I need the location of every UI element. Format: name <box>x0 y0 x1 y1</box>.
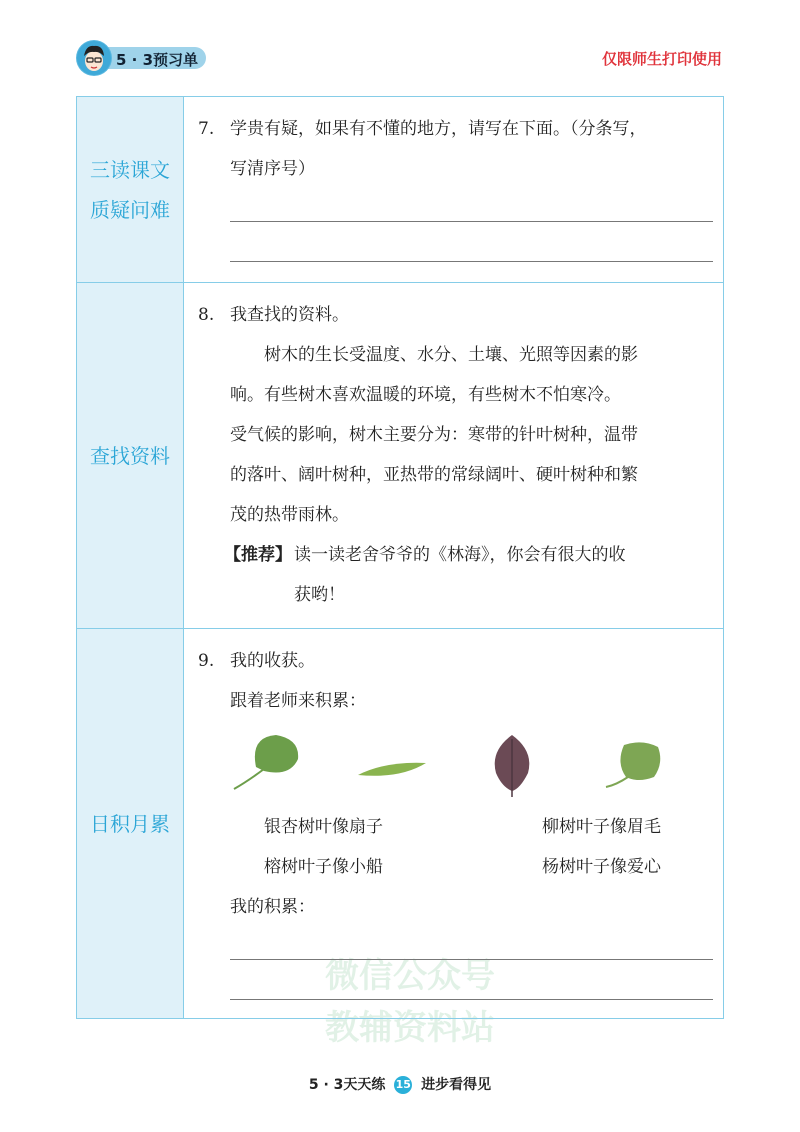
paragraph-line: 受气候的影响，树木主要分为：寒带的针叶树种，温带 <box>230 425 638 445</box>
answer-line[interactable] <box>230 261 713 262</box>
mascot-icon <box>76 40 112 76</box>
question-number: 7. <box>198 119 215 139</box>
answer-line[interactable] <box>230 999 713 1000</box>
poplar-leaf-icon <box>602 737 668 793</box>
section-9-row <box>77 629 724 1019</box>
question-title: 我的收获。 <box>230 651 315 671</box>
ginkgo-leaf-icon <box>230 729 304 793</box>
recommend-line: 读一读老舍爷爷的《林海》，你会有很大的收 <box>294 545 626 565</box>
section-8-label <box>77 283 184 629</box>
my-collection-label: 我的积累： <box>230 897 315 917</box>
answer-line[interactable] <box>230 959 713 960</box>
section-9-content <box>184 629 724 1019</box>
paragraph-line: 树木的生长受温度、水分、土壤、光照等因素的影 <box>264 345 638 365</box>
willow-leaf-icon <box>356 757 428 783</box>
label-line: 三读课文 <box>90 157 170 182</box>
page-number: 15 <box>394 1076 412 1094</box>
header-badge <box>76 40 208 76</box>
question-text-line: 写清序号） <box>230 159 315 179</box>
footer-right: 进步看得见 <box>421 1077 492 1093</box>
question-text-line: 学贵有疑，如果有不懂的地方，请写在下面。（分条写， <box>230 119 647 139</box>
recommend-line: 获哟！ <box>294 585 345 605</box>
section-8-content <box>184 283 724 629</box>
recommend-tag: 【推荐】 <box>224 545 292 565</box>
footer-left: 5 · 3天天练 <box>308 1077 386 1093</box>
phrase: 银杏树叶像扇子 <box>264 817 383 837</box>
phrase: 杨树叶子像爱心 <box>542 857 661 877</box>
badge-label: 5 · 3预习单 <box>116 51 199 69</box>
banyan-leaf-icon <box>488 733 536 799</box>
question-number: 9. <box>198 651 215 671</box>
question-number: 8. <box>198 305 215 325</box>
section-7-row <box>77 97 724 283</box>
section-7-content <box>184 97 724 283</box>
label-line: 日积月累 <box>90 811 170 836</box>
answer-line[interactable] <box>230 221 713 222</box>
label-line: 质疑问难 <box>90 197 170 222</box>
watermark-line-2: 教辅资料站 <box>325 1008 495 1048</box>
phrase: 柳树叶子像眉毛 <box>542 817 661 837</box>
paragraph-line: 的落叶、阔叶树种，亚热带的常绿阔叶、硬叶树种和繁 <box>230 465 638 485</box>
paragraph-line: 响。有些树木喜欢温暖的环境，有些树木不怕寒冷。 <box>230 385 621 405</box>
section-9-label <box>77 629 184 1019</box>
phrase: 榕树叶子像小船 <box>264 857 383 877</box>
question-title: 我查找的资料。 <box>230 305 349 325</box>
footer <box>0 1074 800 1094</box>
section-8-row <box>77 283 724 629</box>
subtitle: 跟着老师来积累： <box>230 691 366 711</box>
print-note: 仅限师生打印使用 <box>601 50 722 68</box>
label-line: 查找资料 <box>90 443 170 468</box>
worksheet-table <box>76 96 724 1019</box>
watermark-line-1: 微信公众号 <box>325 956 495 996</box>
section-7-label <box>77 97 184 283</box>
paragraph-line: 茂的热带雨林。 <box>230 505 349 525</box>
